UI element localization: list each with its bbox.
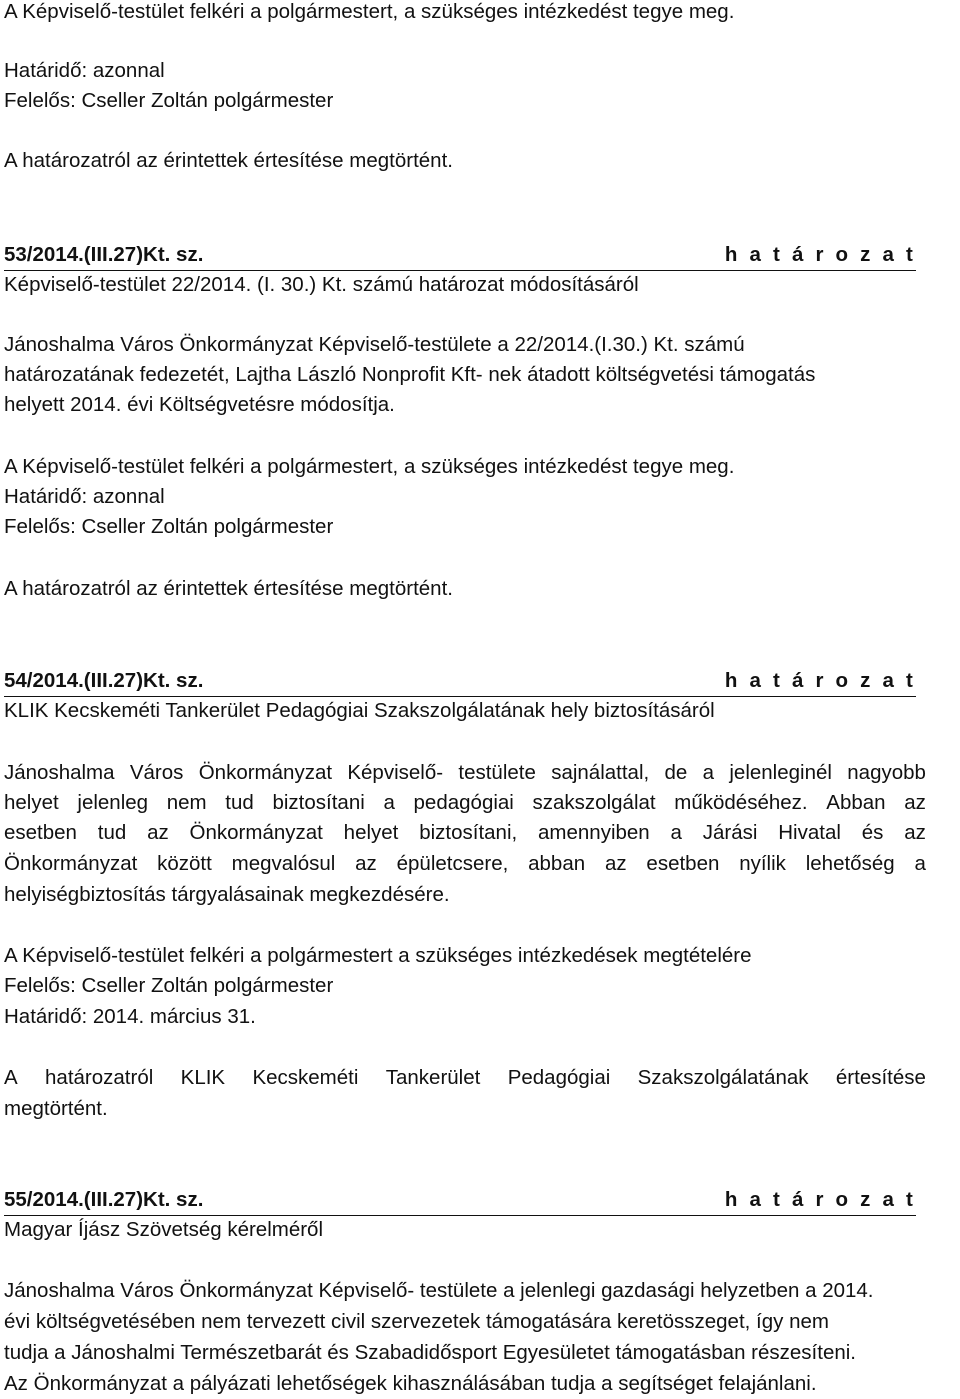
resolution-54-notice-row xyxy=(4,1063,926,1093)
word: Önkormányzat xyxy=(198,761,333,784)
word: a xyxy=(702,761,715,784)
word: Város xyxy=(129,761,184,784)
word: helyet xyxy=(4,791,59,814)
word: Önkormányzat xyxy=(189,821,323,844)
resolution-53-request: A Képviselő-testület felkéri a polgármestert, a szükséges intézkedést tegye meg. xyxy=(4,455,735,478)
word: megvalósul xyxy=(231,852,336,875)
resolution-55-subject: Magyar Íjász Szövetség kérelméről xyxy=(4,1218,324,1241)
resolution-54-body-row xyxy=(4,818,926,848)
word: tud xyxy=(97,821,127,844)
resolution-54-body-line xyxy=(4,849,926,879)
resolution-53-header xyxy=(4,240,916,271)
resolution-53-responsible: Felelős: Cseller Zoltán polgármester xyxy=(4,515,334,538)
resolution-53-number: 53/2014.(III.27)Kt. sz. xyxy=(4,243,204,266)
resolution-55-header xyxy=(4,1185,916,1216)
word: Járási xyxy=(702,821,758,844)
word: az xyxy=(355,852,377,875)
resolution-54-body-row xyxy=(4,788,926,818)
resolution-55-kind: h a t á r o z a t xyxy=(724,1188,916,1211)
word: KLIK xyxy=(180,1066,226,1089)
resolution-54-notice-line-last: megtörtént. xyxy=(4,1097,108,1120)
word: esetben xyxy=(4,821,77,844)
word: szakszolgálat xyxy=(532,791,656,814)
word: Képviselő- xyxy=(347,761,444,784)
word: nagyobb xyxy=(847,761,926,784)
word: a xyxy=(383,791,395,814)
resolution-54-notice-line xyxy=(4,1063,926,1093)
word: esetben xyxy=(646,852,720,875)
resolution-54-body-line xyxy=(4,788,926,818)
top-request: A Képviselő-testület felkéri a polgármestert, a szükséges intézkedést tegye meg. xyxy=(4,0,735,23)
word: tud xyxy=(225,791,254,814)
resolution-55-body-line: Jánoshalma Város Önkormányzat Képviselő- testülete a jelenlegi gazdasági helyzetben a 2014. xyxy=(4,1279,874,1302)
resolution-55-number: 55/2014.(III.27)Kt. sz. xyxy=(4,1188,204,1211)
resolution-54-kind: h a t á r o z a t xyxy=(724,669,916,692)
word: nyílik xyxy=(739,852,786,875)
word: biztosítani xyxy=(272,791,365,814)
resolution-55-body-line: évi költségvetésében nem tervezett civil szervezetek támogatására keretösszeget, így nem xyxy=(4,1310,829,1333)
word: Jánoshalma xyxy=(4,761,115,784)
word: épületcsere, xyxy=(396,852,509,875)
word: értesítése xyxy=(835,1066,926,1089)
word: jelenleginél xyxy=(729,761,832,784)
top-deadline: Határidő: azonnal xyxy=(4,59,165,82)
word: az xyxy=(604,852,627,875)
word: a xyxy=(914,852,926,875)
resolution-54-body-line xyxy=(4,758,926,788)
word: Tankerület xyxy=(385,1066,481,1089)
word: Hivatal xyxy=(778,821,841,844)
resolution-54-subject: KLIK Kecskeméti Tankerület Pedagógiai Szakszolgálatának hely biztosításáról xyxy=(4,699,715,722)
word: amennyiben xyxy=(538,821,650,844)
resolution-53-body-line: határozatának fedezetét, Lajtha László Nonprofit Kft- nek átadott költségvetési támogatás xyxy=(4,363,816,386)
word: az xyxy=(904,791,926,814)
word: határozatról xyxy=(45,1066,154,1089)
word: helyet xyxy=(343,821,399,844)
resolution-54-body-row xyxy=(4,849,926,879)
resolution-53-deadline: Határidő: azonnal xyxy=(4,485,165,508)
word: az xyxy=(147,821,169,844)
word: de xyxy=(664,761,688,784)
word: pedagógiai xyxy=(413,791,514,814)
word: abban xyxy=(528,852,586,875)
resolution-54-number: 54/2014.(III.27)Kt. sz. xyxy=(4,669,204,692)
resolution-55-body-line: tudja a Jánoshalmi Természetbarát és Szabadidősport Egyesületet támogatásban részesíteni. xyxy=(4,1341,857,1364)
word: testülete xyxy=(458,761,536,784)
resolution-54-header xyxy=(4,666,916,697)
word: Kecskeméti xyxy=(252,1066,359,1089)
word: biztosítani, xyxy=(419,821,518,844)
word: jelenleg xyxy=(77,791,149,814)
word: Szakszolgálatának xyxy=(637,1066,809,1089)
word: között xyxy=(157,852,212,875)
resolution-55-body-line: Az Önkormányzat a pályázati lehetőségek kihasználásában tudja a segítséget felajánlani. xyxy=(4,1372,817,1395)
resolution-53-kind: h a t á r o z a t xyxy=(724,243,916,266)
word: az xyxy=(904,821,926,844)
resolution-53-body-line: helyett 2014. évi Költségvetésre módosítja. xyxy=(4,393,395,416)
word: és xyxy=(861,821,884,844)
word: A xyxy=(4,1066,18,1089)
word: a xyxy=(670,821,682,844)
resolution-53-body-line: Jánoshalma Város Önkormányzat Képviselő-testülete a 22/2014.(I.30.) Kt. számú xyxy=(4,333,745,356)
resolution-54-body-line-last: helyiségbiztosítás tárgyalásainak megkezdésére. xyxy=(4,883,450,906)
word: Pedagógiai xyxy=(507,1066,611,1089)
top-notice: A határozatról az érintettek értesítése megtörtént. xyxy=(4,149,453,172)
word: Önkormányzat xyxy=(4,852,138,875)
resolution-54-deadline: Határidő: 2014. március 31. xyxy=(4,1005,256,1028)
word: Abban xyxy=(826,791,886,814)
resolution-53-subject: Képviselő-testület 22/2014. (I. 30.) Kt. számú határozat módosításáról xyxy=(4,273,639,296)
resolution-54-body xyxy=(4,758,926,788)
resolution-54-responsible: Felelős: Cseller Zoltán polgármester xyxy=(4,974,334,997)
word: nem xyxy=(166,791,207,814)
resolution-53-notice: A határozatról az érintettek értesítése megtörtént. xyxy=(4,577,453,600)
resolution-54-request: A Képviselő-testület felkéri a polgármestert a szükséges intézkedések megtételére xyxy=(4,944,752,967)
word: sajnálattal, xyxy=(551,761,650,784)
top-responsible: Felelős: Cseller Zoltán polgármester xyxy=(4,89,334,112)
word: működéséhez. xyxy=(674,791,808,814)
word: lehetőség xyxy=(805,852,895,875)
resolution-54-body-line xyxy=(4,818,926,848)
